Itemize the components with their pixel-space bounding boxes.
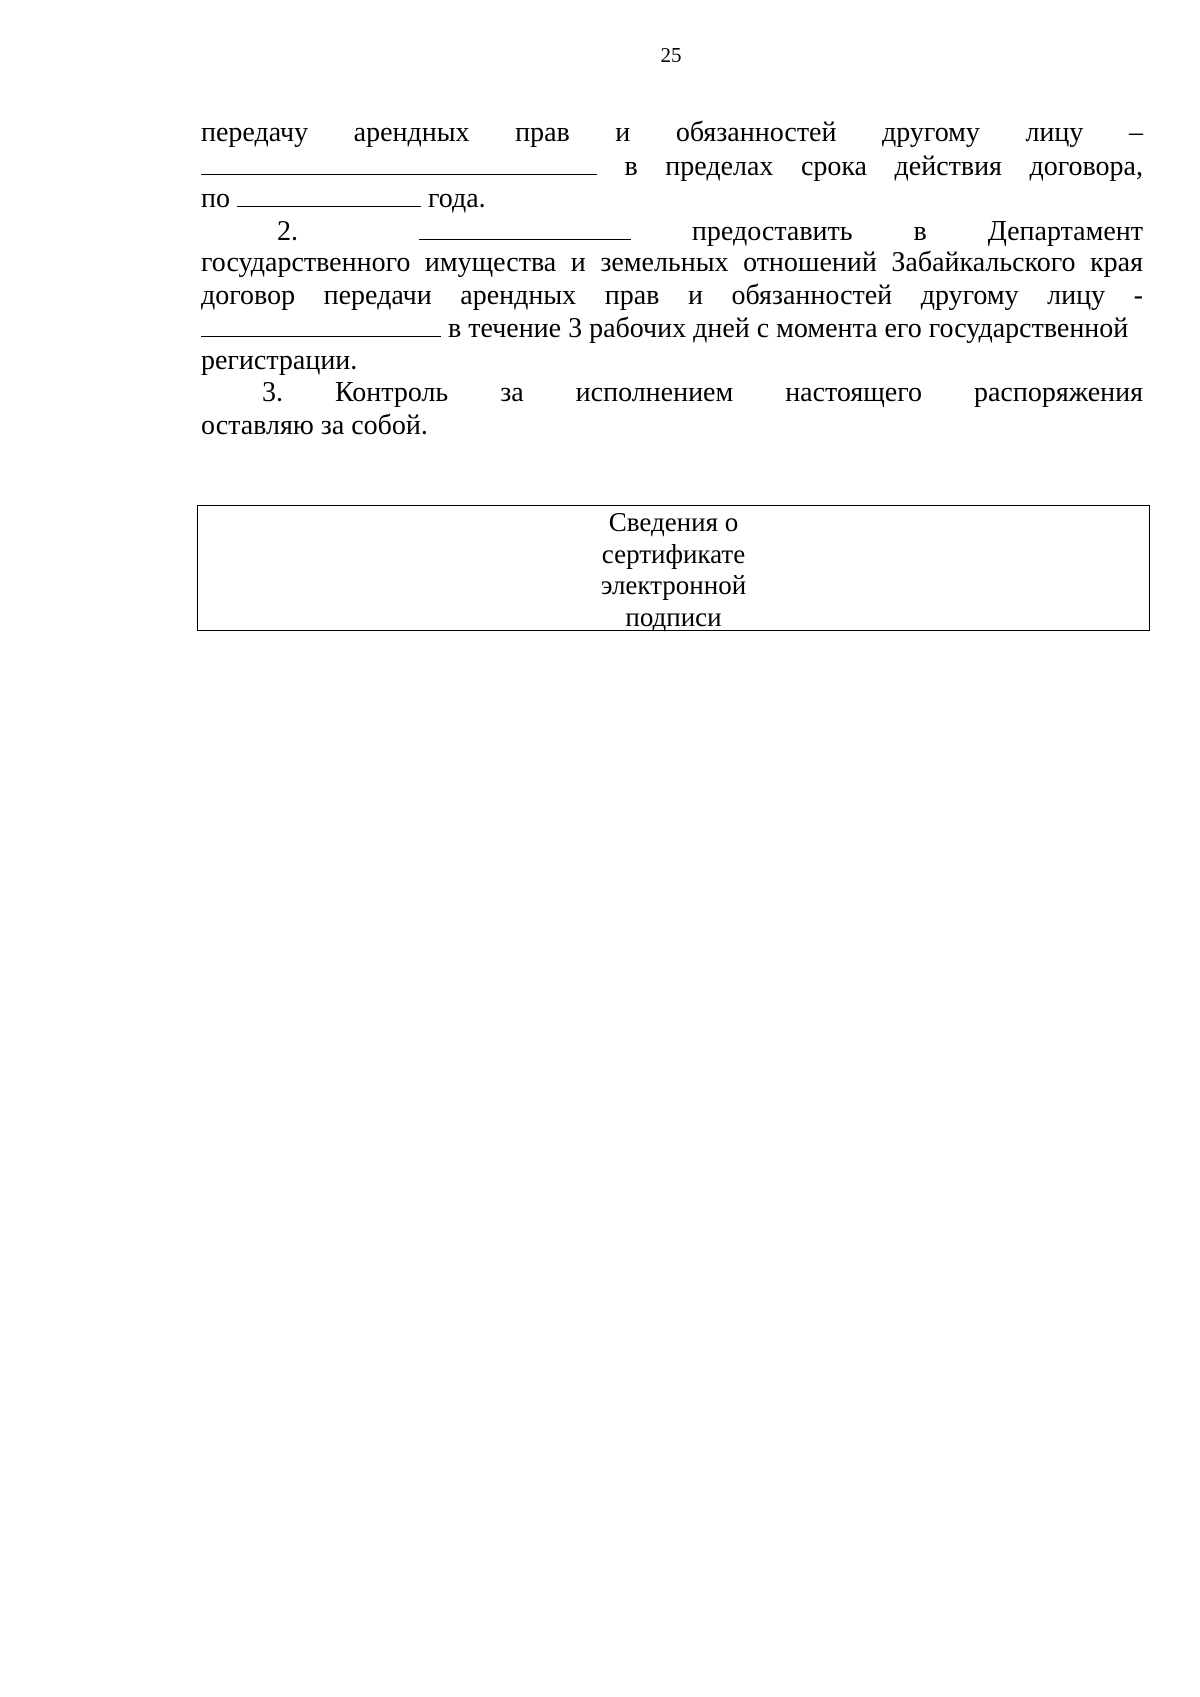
word: обязанностей [731,279,893,311]
word: другому [920,279,1019,311]
certificate-line: электронной [600,570,747,600]
blank-field [201,150,597,175]
word: отношений [743,247,877,278]
word: земельных [600,247,729,278]
item-2-line [201,247,1143,280]
word: арендных [353,117,470,148]
word: настоящего [785,377,923,408]
word: прав [515,117,570,148]
item-3-line [201,377,1143,410]
word: - [1133,279,1143,311]
word: другому [882,117,980,148]
word: в [913,215,927,247]
certificate-line: сертификате [601,538,746,569]
item-3-line [201,410,1143,443]
certificate-line: подписи [625,601,722,632]
word: срока [800,150,867,182]
word: распоряжения [974,377,1143,408]
word: и [615,117,631,148]
word: государственного [201,247,411,278]
word: имущества [424,247,557,278]
word: Департамент [987,215,1143,247]
line-text: оставляю за собой. [201,409,428,441]
certificate-line: Сведения о [608,507,739,537]
item-2-line [201,280,1143,313]
word: края [1090,247,1143,278]
word: договора, [1029,150,1143,182]
word: действия [894,150,1002,182]
word: предоставить [691,215,853,247]
item-2-line [201,312,1143,345]
line-text: регистрации. [201,344,358,376]
word: договор [201,279,296,311]
signature-certificate-box [197,505,1150,631]
paragraph-line [201,117,1143,150]
paragraph-line [201,182,1143,215]
word: Контроль [334,377,449,408]
paragraph-line [201,150,1143,183]
word: исполнением [575,377,734,408]
item-2-line [201,215,1143,248]
word: передачи [323,279,432,311]
word: прав [604,279,660,311]
word: – [1128,117,1143,148]
page-number: 25 [660,43,682,67]
line-text: в течение 3 рабочих дней с момента его государственной [448,313,1129,344]
word: лицу [1025,117,1084,148]
blank-field [419,215,631,240]
word: за [500,377,524,408]
word: и [570,247,586,278]
word: и [687,279,703,311]
document-body [201,117,1143,442]
blank-field [201,312,441,337]
item-number: 3. [262,377,283,408]
word: в [624,150,638,182]
item-2-line [201,345,1143,378]
word: по [201,183,230,214]
signature-certificate-text [198,506,1149,633]
word: лицу [1047,279,1106,311]
word: передачу [201,117,309,148]
word: Забайкальского [891,247,1076,278]
word: года. [427,183,486,214]
word: пределах [665,150,774,182]
blank-field [237,182,421,207]
word: арендных [460,279,577,311]
word: обязанностей [675,117,837,148]
item-number: 2. [277,215,298,247]
